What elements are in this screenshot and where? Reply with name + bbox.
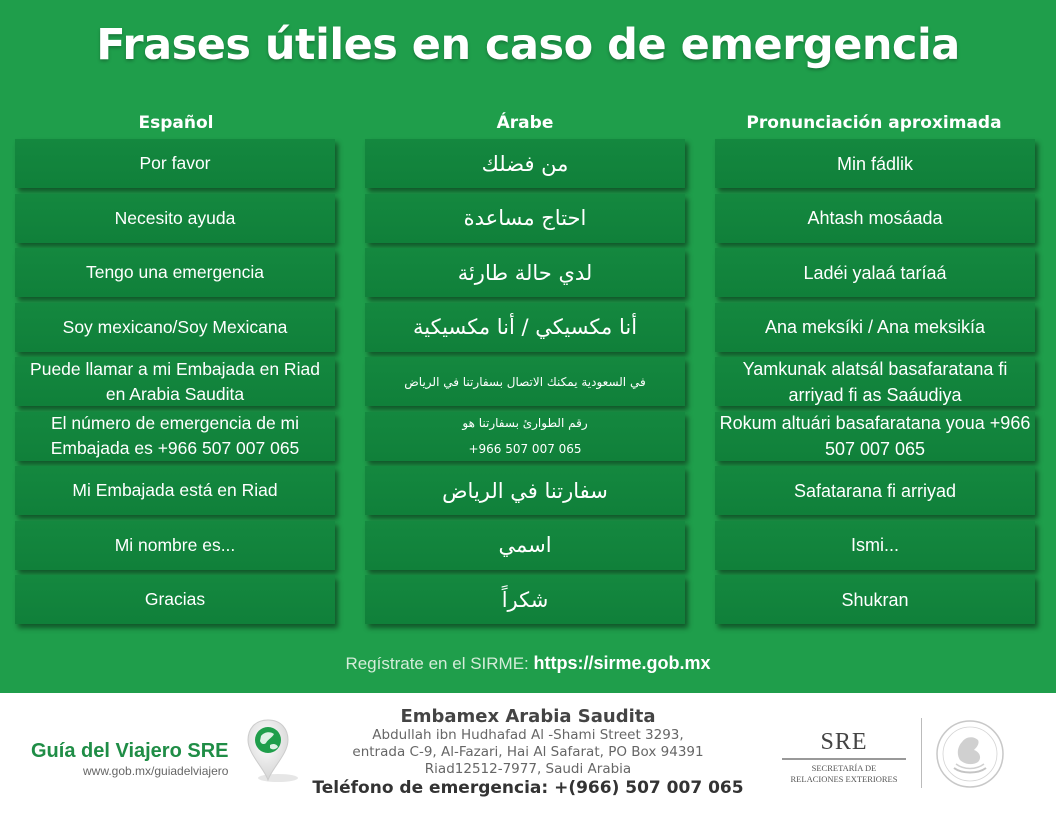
phrase-cell-es: Mi Embajada está en Riad — [15, 466, 335, 515]
phrase-cell-es: El número de emergencia de mi Embajada es +966 507 007 065 — [15, 412, 335, 461]
pronunciation-column — [715, 139, 1035, 630]
spanish-column — [15, 139, 335, 630]
column-header-arabic: Árabe — [496, 113, 554, 133]
phrase-cell-ar: اسمي — [365, 521, 685, 570]
sre-logo-subtitle: RELACIONES EXTERIORES — [790, 774, 898, 784]
location-pin-icon — [246, 718, 306, 784]
phrase-cell-ar: احتاج مساعدة — [365, 194, 685, 243]
embassy-name: Embamex Arabia Saudita — [400, 706, 656, 727]
phrase-cell-ar: في السعودية يمكنك الاتصال بسفارتنا في الرياض — [365, 357, 685, 406]
embassy-address-line: Abdullah ibn Hudhafad Al -Shami Street 3293, — [372, 727, 684, 743]
phrase-cell-ar — [365, 412, 685, 461]
emergency-phone: Teléfono de emergencia: +(966) 507 007 065 — [312, 778, 744, 798]
phrase-cell-es: Necesito ayuda — [15, 194, 335, 243]
page-title: Frases útiles en caso de emergencia — [96, 20, 960, 70]
phrase-cell-ar: شكراً — [365, 575, 685, 624]
phrase-cell-pr: Yamkunak alatsál basafaratana fi arriyad fi as Saáudiya — [715, 357, 1035, 406]
sre-logo — [782, 729, 906, 785]
sre-logo-divider — [782, 758, 906, 760]
phrase-cell-ar: سفارتنا في الرياض — [365, 466, 685, 515]
phrase-cell-pr: Rokum altuári basafaratana youa +966 507 007 065 — [715, 412, 1035, 461]
sirme-link[interactable]: https://sirme.gob.mx — [533, 653, 711, 673]
national-seal-icon — [934, 718, 1006, 790]
phrase-cell-es: Soy mexicano/Soy Mexicana — [15, 303, 335, 352]
phrase-cell-pr: Ladéi yalaá taríaá — [715, 248, 1035, 297]
arabic-column — [365, 139, 685, 630]
guia-viajero-url[interactable]: www.gob.mx/guiadelviajero — [83, 764, 229, 778]
phrase-cell-pr: Min fádlik — [715, 139, 1035, 188]
embassy-address-line: entrada C-9, Al-Fazari, Hai Al Safarat, PO Box 94391 — [352, 744, 704, 760]
phrase-cell-es: Puede llamar a mi Embajada en Riad en Arabia Saudita — [15, 357, 335, 406]
sirme-label: Regístrate en el SIRME: — [345, 654, 529, 673]
phrase-cell-pr: Ana meksíki / Ana meksikía — [715, 303, 1035, 352]
sre-logo-subtitle: SECRETARÍA DE — [811, 763, 877, 773]
phrase-cell-ar: من فضلك — [365, 139, 685, 188]
phrase-cell-es: Gracias — [15, 575, 335, 624]
phrase-cell-es: Mi nombre es... — [15, 521, 335, 570]
phrase-cell-es: Tengo una emergencia — [15, 248, 335, 297]
column-header-pronunciation: Pronunciación aproximada — [746, 113, 1002, 133]
embassy-info — [310, 706, 746, 798]
phrase-cell-pr: Safatarana fi arriyad — [715, 466, 1035, 515]
guia-viajero-title: Guía del Viajero SRE — [31, 740, 229, 762]
phrase-cell-pr: Ahtash mosáada — [715, 194, 1035, 243]
sirme-register-line — [0, 653, 1056, 674]
column-header-spanish: Español — [138, 113, 214, 133]
phrase-cell-pr: Ismi... — [715, 521, 1035, 570]
phrase-cell-es: Por favor — [15, 139, 335, 188]
phrase-cell-ar: أنا مكسيكي / أنا مكسيكية — [365, 303, 685, 352]
embassy-address-line: Riad12512-7977, Saudi Arabia — [424, 761, 632, 777]
phrase-text-ar: رقم الطوارئ بسفارتنا هو — [462, 416, 588, 430]
logo-divider — [921, 718, 922, 788]
phrase-cell-ar: لدي حالة طارئة — [365, 248, 685, 297]
sre-logo-text: SRE — [820, 729, 868, 755]
phrase-cell-pr: Shukran — [715, 575, 1035, 624]
phrase-number-ar: +966 507 007 065 — [468, 442, 582, 456]
